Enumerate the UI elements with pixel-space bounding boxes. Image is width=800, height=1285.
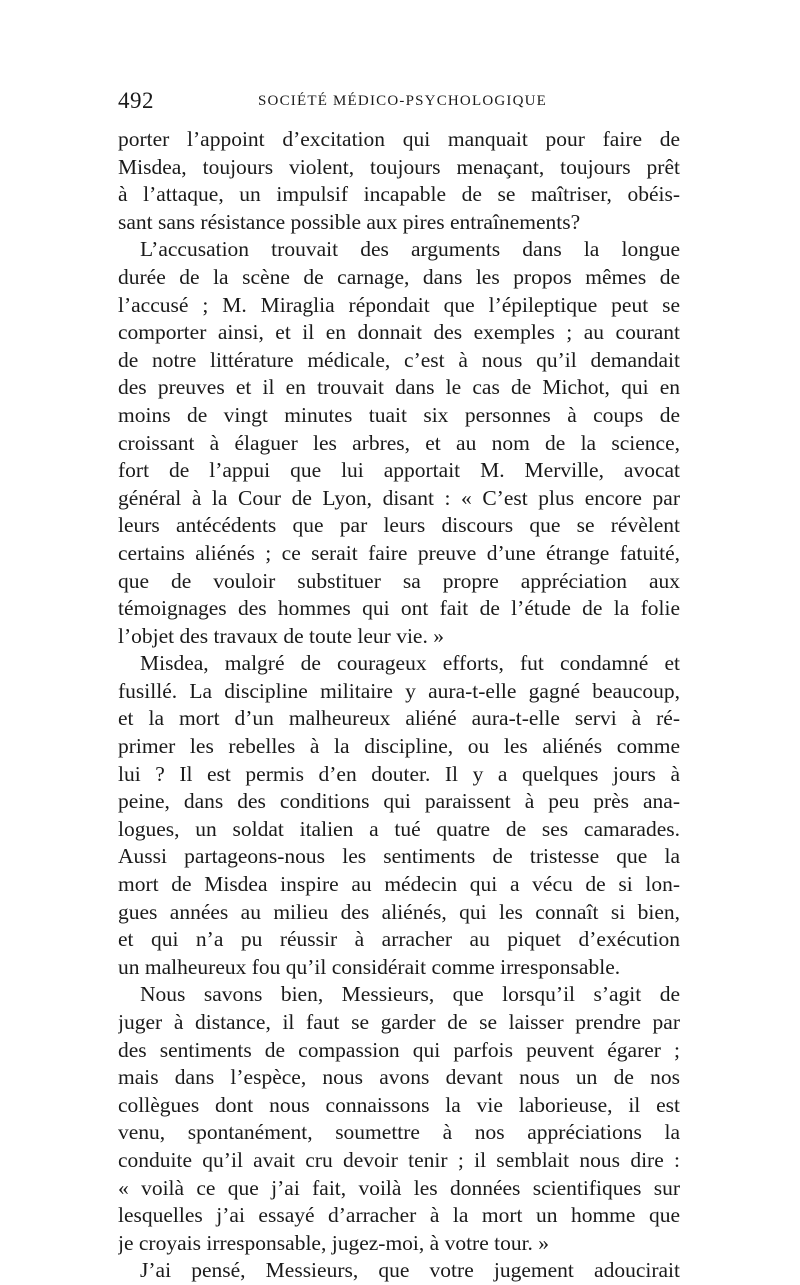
text-line: l’accusé ; M. Miraglia répondait que l’épileptique peut se xyxy=(118,292,680,317)
text-line: à l’attaque, un impulsif incapable de se maîtriser, obéis- xyxy=(118,182,680,207)
text-line: et la mort d’un malheureux aliéné aura-t-elle servi à ré- xyxy=(118,706,680,731)
text-line: je croyais irresponsable, jugez-moi, à votre tour. » xyxy=(118,1230,550,1255)
text-line: des sentiments de compassion qui parfois peuvent égarer ; xyxy=(118,1037,680,1062)
text-line: collègues dont nous connaissons la vie laborieuse, il est xyxy=(118,1092,680,1117)
text-line: J’ai pensé, Messieurs, que votre jugement adoucirait xyxy=(140,1258,680,1283)
text-line: porter l’appoint d’excitation qui manquait pour faire de xyxy=(118,127,680,151)
body-text xyxy=(118,126,680,1285)
text-line: conduite qu’il avait cru devoir tenir ; il semblait nous dire : xyxy=(118,1147,680,1172)
text-line: témoignages des hommes qui ont fait de l’étude de la folie xyxy=(118,596,680,621)
text-line: L’accusation trouvait des arguments dans la longue xyxy=(140,237,680,262)
text-line: fort de l’appui que lui apportait M. Merville, avocat xyxy=(118,458,680,483)
text-line: gues années au milieu des aliénés, qui les connaît si bien, xyxy=(118,899,680,924)
text-line: Misdea, malgré de courageux efforts, fut condamné et xyxy=(140,651,680,676)
text-line: peine, dans des conditions qui paraissent à peu près ana- xyxy=(118,789,680,814)
text-line: certains aliénés ; ce serait faire preuve d’une étrange fatuité, xyxy=(118,540,680,565)
text-line: primer les rebelles à la discipline, ou les aliénés comme xyxy=(118,734,680,759)
page-header xyxy=(118,88,680,118)
text-line: « voilà ce que j’ai fait, voilà les données scientifiques sur xyxy=(118,1175,680,1200)
text-line: sant sans résistance possible aux pires entraînements? xyxy=(118,209,581,234)
text-line: durée de la scène de carnage, dans les propos mêmes de xyxy=(118,264,680,289)
text-line: que de vouloir substituer sa propre appréciation aux xyxy=(118,568,680,593)
text-line: lesquelles j’ai essayé d’arracher à la mort un homme que xyxy=(118,1203,680,1228)
text-line: Misdea, toujours violent, toujours menaçant, toujours prêt xyxy=(118,154,680,179)
text-line: mort de Misdea inspire au médecin qui a vécu de si lon- xyxy=(118,872,680,897)
text-line: l’objet des travaux de toute leur vie. » xyxy=(118,623,444,648)
text-line: des preuves et il en trouvait dans le cas de Michot, qui en xyxy=(118,375,680,400)
text-line: Aussi partageons-nous les sentiments de tristesse que la xyxy=(118,844,680,869)
text-line: de notre littérature médicale, c’est à nous qu’il demandait xyxy=(118,347,680,372)
text-line: lui ? Il est permis d’en douter. Il y a quelques jours à xyxy=(118,761,680,786)
running-title: SOCIÉTÉ MÉDICO-PSYCHOLOGIQUE xyxy=(258,93,548,109)
text-line: croissant à élaguer les arbres, et au nom de la science, xyxy=(118,430,680,455)
text-line: comporter ainsi, et il en donnait des exemples ; au courant xyxy=(118,320,680,345)
text-line: Nous savons bien, Messieurs, que lorsqu’il s’agit de xyxy=(140,982,680,1007)
page-number: 492 xyxy=(118,88,154,113)
text-line: mais dans l’espèce, nous avons devant nous un de nos xyxy=(118,1065,680,1090)
text-line: fusillé. La discipline militaire y aura-t-elle gagné beaucoup, xyxy=(118,678,680,703)
text-line: logues, un soldat italien a tué quatre de ses camarades. xyxy=(118,816,680,841)
text-line: et qui n’a pu réussir à arracher au piquet d’exécution xyxy=(118,927,680,952)
text-line: général à la Cour de Lyon, disant : « C’est plus encore par xyxy=(118,485,680,510)
text-line: leurs antécédents que par leurs discours que se révèlent xyxy=(118,513,680,538)
text-line: juger à distance, il faut se garder de se laisser prendre par xyxy=(118,1010,680,1034)
text-line: moins de vingt minutes tuait six personnes à coups de xyxy=(118,402,680,427)
text-line: un malheureux fou qu’il considérait comme irresponsable. xyxy=(118,954,621,979)
text-line: venu, spontanément, soumettre à nos appréciations la xyxy=(118,1120,680,1145)
